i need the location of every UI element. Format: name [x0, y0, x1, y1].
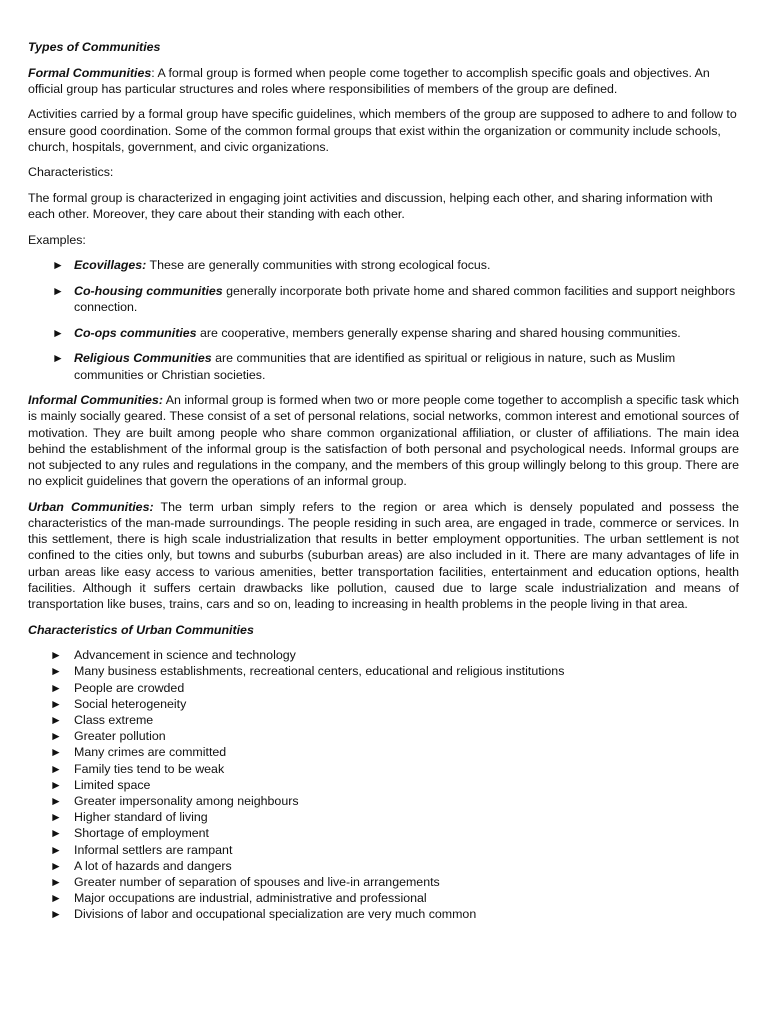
characteristics-paragraph: The formal group is characterized in engaging joint activities and discussion, helping each other, and sharing information with each other. Moreover, they care about their standing with each other.: [28, 190, 713, 222]
arrow-bullet-icon: ►: [52, 351, 64, 366]
list-item: [28, 257, 739, 273]
list-item-text: Greater number of separation of spouses and live-in arrangements: [74, 875, 440, 890]
arrow-bullet-icon: ►: [50, 729, 62, 744]
example-term: Co-ops communities: [74, 325, 197, 340]
formal-label: Formal Communities: [28, 65, 152, 80]
arrow-bullet-icon: ►: [50, 907, 62, 922]
list-item: [28, 283, 739, 315]
list-item: [28, 680, 739, 696]
arrow-bullet-icon: ►: [50, 858, 62, 873]
example-term: Ecovillages:: [74, 258, 147, 273]
informal-text: An informal group is formed when two or more people come together to accomplish a specific task which is mainly socially geared. These consist of a set of personal relations, social networks, common interest and emotional sources of motivation. They are built among people who share common organizational affiliation, or cluster of affiliations. The main idea behind the establishment of the informal group is the satisfaction of both personal and psychological needs. Informal groups are not subjected to any rules and regulations in the company, and the members of this group willingly belong to this group. There are no explicit guidelines that govern the operations of an informal group.: [28, 393, 739, 489]
examples-label: Examples:: [28, 232, 86, 247]
arrow-bullet-icon: ►: [50, 761, 62, 776]
arrow-bullet-icon: ►: [50, 842, 62, 857]
list-item-text: Advancement in science and technology: [74, 648, 296, 663]
list-item: [28, 874, 739, 890]
list-item: [28, 809, 739, 825]
list-item-text: Major occupations are industrial, administrative and professional: [74, 891, 427, 906]
list-item-text: Limited space: [74, 777, 151, 792]
urban-characteristics-heading: Characteristics of Urban Communities: [28, 622, 254, 637]
document-body: [28, 39, 739, 923]
list-item: [28, 663, 739, 679]
list-item: [28, 350, 739, 382]
list-item-text: Many business establishments, recreational centers, educational and religious institutions: [74, 664, 565, 679]
list-item-text: Many crimes are committed: [74, 745, 227, 760]
arrow-bullet-icon: ►: [52, 258, 64, 273]
list-item-text: Social heterogeneity: [74, 696, 187, 711]
list-item: [28, 842, 739, 858]
list-item: [28, 728, 739, 744]
list-item: [28, 696, 739, 712]
characteristics-label: Characteristics:: [28, 165, 114, 180]
arrow-bullet-icon: ►: [50, 712, 62, 727]
list-item-text: A lot of hazards and dangers: [74, 858, 232, 873]
list-item-text: Higher standard of living: [74, 810, 208, 825]
example-text: are cooperative, members generally expense sharing and shared housing communities.: [196, 325, 681, 340]
list-item: [28, 890, 739, 906]
example-text: These are generally communities with strong ecological focus.: [146, 258, 491, 273]
formal-paragraph: [28, 65, 739, 97]
urban-paragraph: [28, 499, 739, 612]
arrow-bullet-icon: ►: [50, 648, 62, 663]
list-item: [28, 647, 739, 663]
list-item: [28, 858, 739, 874]
arrow-bullet-icon: ►: [50, 664, 62, 679]
list-item-text: Divisions of labor and occupational specialization are very much common: [74, 907, 477, 922]
example-text: generally incorporate both private home and shared common facilities and support neighbors connection.: [74, 283, 736, 315]
list-item-text: Class extreme: [74, 712, 154, 727]
list-item-text: Greater pollution: [74, 729, 166, 744]
informal-label: Informal Communities:: [28, 393, 163, 408]
arrow-bullet-icon: ►: [50, 875, 62, 890]
list-item: [28, 793, 739, 809]
page-title: Types of Communities: [28, 40, 161, 54]
arrow-bullet-icon: ►: [50, 745, 62, 760]
list-item-text: Greater impersonality among neighbours: [74, 794, 299, 808]
list-item-text: Shortage of employment: [74, 826, 209, 841]
arrow-bullet-icon: ►: [50, 680, 62, 695]
example-term: Religious Communities: [74, 351, 212, 366]
example-term: Co-housing communities: [74, 283, 223, 298]
arrow-bullet-icon: ►: [50, 810, 62, 825]
arrow-bullet-icon: ►: [52, 325, 64, 340]
list-item: [28, 761, 739, 777]
arrow-bullet-icon: ►: [52, 283, 64, 298]
list-item: [28, 825, 739, 841]
list-item-text: Family ties tend to be weak: [74, 761, 225, 776]
urban-label: Urban Communities:: [28, 499, 154, 514]
formal-text: : A formal group is formed when people come together to accomplish specific goals and objectives. An official group has particular structures and roles where responsibilities of members of the group are defined.: [28, 65, 710, 96]
list-item: [28, 906, 739, 922]
urban-text: The term urban simply refers to the region or area which is densely populated and possess the characteristics of the man-made surroundings. The people residing in such area, are engaged in trade, commerce or services. In this settlement, there is high scale industrialization that results in better employment opportunities. The urban settlement is not confined to the cities only, but towns and suburbs (suburban areas) are also included in it. There are many advantages of life in urban areas like easy access to various amenities, better transportation facilities, entertainment and education options, health facilities. Although it suffers certain drawbacks like pollution, caused due to large scale industrialization and means of transportation like buses, trains, cars and so on, leading to increasing in health problems in the people living in that area.: [28, 499, 739, 611]
informal-paragraph: [28, 392, 739, 489]
arrow-bullet-icon: ►: [50, 696, 62, 711]
list-item: [28, 777, 739, 793]
example-text: are communities that are identified as spiritual or religious in nature, such as Muslim communities or Christian societies.: [74, 351, 676, 382]
arrow-bullet-icon: ►: [50, 826, 62, 841]
urban-characteristics-list: [28, 647, 739, 922]
formal-activities-paragraph: Activities carried by a formal group have specific guidelines, which members of the group are supposed to adhere to and follow to ensure good coordination. Some of the common formal groups that exist within the organization or community include schools, church, hospitals, government, and civic organizations.: [28, 107, 737, 154]
list-item-text: People are crowded: [74, 680, 185, 695]
list-item: [28, 325, 739, 341]
arrow-bullet-icon: ►: [50, 891, 62, 906]
arrow-bullet-icon: ►: [50, 794, 62, 808]
list-item: [28, 712, 739, 728]
arrow-bullet-icon: ►: [50, 777, 62, 792]
list-item: [28, 744, 739, 760]
list-item-text: Informal settlers are rampant: [74, 842, 233, 857]
examples-list: [28, 257, 739, 382]
